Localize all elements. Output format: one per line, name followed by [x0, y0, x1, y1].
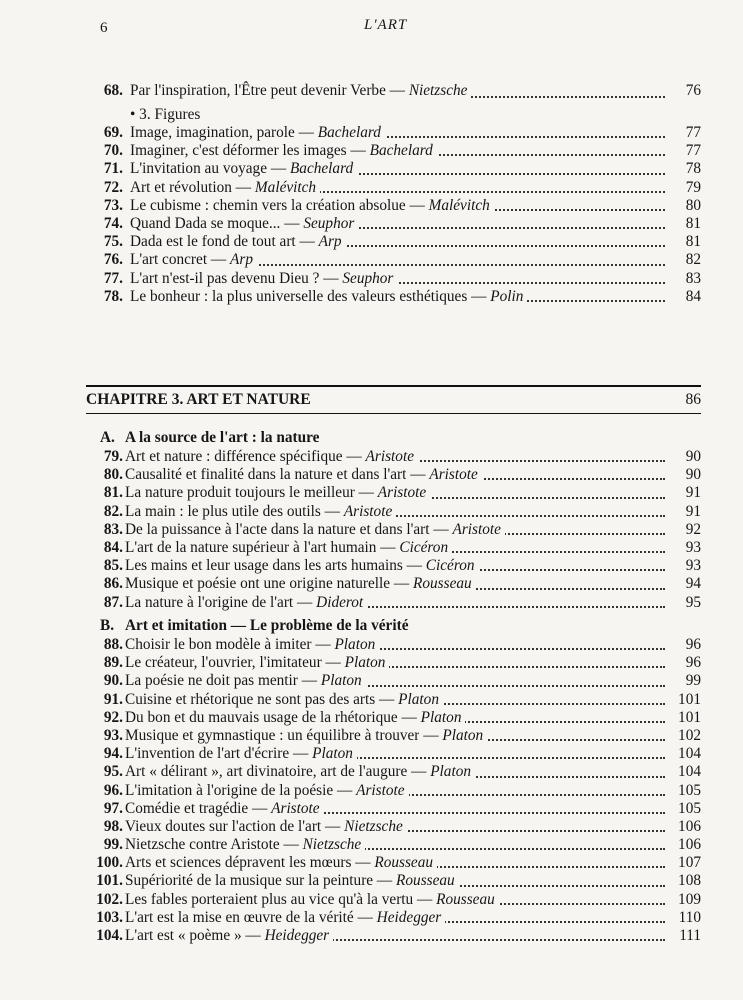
toc-entry-title: De la puissance à l'acte dans la nature et dans l'art [125, 520, 430, 538]
toc-entry-page: 111 [679, 927, 701, 944]
toc-entry-title: La main : le plus utile des outils [125, 502, 321, 520]
toc-entry-title: L'art de la nature supérieur à l'art humain [125, 538, 377, 556]
toc-entry-number: 94. [103, 745, 123, 763]
toc-entry-number: 86. [103, 575, 123, 593]
toc-entry-number: 83. [103, 520, 123, 538]
toc-entry-title: Le bonheur : la plus universelle des valeurs esthétiques [130, 287, 468, 305]
toc-entry-title: Musique et poésie ont une origine naturelle [125, 575, 391, 593]
toc-entry-author: Malévitch [255, 179, 320, 196]
toc-entry-page: 81 [685, 233, 701, 251]
toc-entry [0, 124, 743, 142]
toc-entry-number: 81. [103, 484, 123, 502]
toc-entry-page: 81 [685, 214, 701, 232]
toc-entry-text: La nature à l'origine de l'art — Diderot [125, 594, 665, 612]
toc-entry [0, 854, 743, 872]
group-heading [0, 616, 743, 636]
toc-entry-text: L'art concret — Arp [130, 251, 665, 269]
toc-entry [0, 709, 743, 727]
toc-entry-author: Nietzsche [303, 836, 366, 853]
toc-entry [0, 521, 743, 539]
toc-entry-text: Comédie et tragédie — Aristote [125, 800, 665, 818]
toc-entry-text: La poésie ne doit pas mentir — Platon [125, 672, 665, 690]
chapter-rule [86, 385, 701, 387]
toc-entry-text: Imaginer, c'est déformer les images — Bachelard [130, 142, 665, 160]
toc-entry [0, 818, 743, 836]
toc-entry [0, 927, 743, 945]
toc-entry-author: Aristote [366, 448, 418, 465]
toc-entry-author: Platon [421, 709, 466, 726]
toc-entry-author: Aristote [378, 484, 430, 501]
toc-entry-author: Aristote [356, 782, 408, 799]
toc-entry-author: Aristote [344, 503, 396, 520]
toc-entry-number: 90. [103, 672, 123, 690]
group-heading [0, 428, 743, 448]
toc-entry-text: Musique et gymnastique : un équilibre à trouver — Platon [125, 727, 665, 745]
toc-entry-page: 92 [685, 520, 701, 538]
toc-entry [0, 800, 743, 818]
toc-entry-text: Supériorité de la musique sur la peinture — Rousseau [125, 872, 665, 890]
toc-entry-author: Cicéron [426, 557, 479, 574]
toc-entry-author: Rousseau [413, 575, 476, 592]
toc-entry [0, 215, 743, 233]
toc-entry-author: Platon [312, 745, 357, 762]
toc-entry-title: La nature à l'origine de l'art [125, 593, 294, 611]
toc-entry-number: 72. [103, 178, 123, 196]
toc-entry-page: 105 [678, 799, 701, 817]
toc-entry [0, 654, 743, 672]
toc-entry-text: L'art de la nature supérieur à l'art humain — Cicéron [125, 539, 665, 557]
toc-entry-number: 82. [103, 502, 123, 520]
toc-entry-text: Art et révolution — Malévitch [130, 179, 665, 197]
toc-entry-page: 109 [678, 890, 701, 908]
subsection-heading-text: • 3. Figures [130, 106, 201, 123]
toc-entry-title: Par l'inspiration, l'Être peut devenir Verbe [130, 82, 386, 99]
toc-entry [0, 539, 743, 557]
toc-entry-author: Malévitch [429, 197, 494, 214]
toc-entry-author: Platon [334, 636, 379, 653]
toc-entry-author: Platon [442, 727, 487, 744]
toc-entry-text: Art « délirant », art divinatoire, art de l'augure — Platon [125, 763, 665, 781]
toc-entry-page: 95 [685, 593, 701, 611]
toc-entry-title: Les mains et leur usage dans les arts humains [125, 557, 403, 575]
toc-entry-page: 77 [685, 142, 701, 160]
toc-entry-author: Aristote [271, 800, 323, 817]
group-letter: B. [100, 617, 115, 634]
toc-entry-number: 93. [103, 726, 123, 744]
toc-entry-text: Arts et sciences dépravent les mœurs — Rousseau [125, 854, 665, 872]
toc-list [0, 124, 743, 306]
toc-entry [0, 891, 743, 909]
toc-entry-number: 88. [103, 636, 123, 653]
toc-entry [0, 909, 743, 927]
toc-entry-page: 76 [685, 82, 701, 99]
toc-entry-number: 69. [103, 124, 123, 141]
toc-entry-text: La nature produit toujours le meilleur — Aristote [125, 484, 665, 502]
toc-entry-number: 96. [103, 781, 123, 799]
toc-entry [0, 763, 743, 781]
toc-entry [0, 80, 743, 102]
toc-entry-author: Platon [398, 691, 443, 708]
toc-entry-title: Imaginer, c'est déformer les images [130, 142, 347, 160]
toc-entry-page: 77 [685, 124, 701, 141]
toc-entry-title: Comédie et tragédie [125, 799, 249, 817]
toc-entry-text: Dada est le fond de tout art — Arp [130, 233, 665, 251]
toc-entry-text: Du bon et du mauvais usage de la rhétorique — Platon [125, 709, 665, 727]
toc-entry [0, 179, 743, 197]
toc-entry [0, 557, 743, 575]
toc-entry-text: Les fables porteraient plus au vice qu'à la vertu — Rousseau [125, 891, 665, 909]
toc-entry-text: Musique et poésie ont une origine naturelle — Rousseau [125, 575, 665, 593]
toc-entry-page: 101 [678, 708, 701, 726]
toc-section-figures [0, 80, 743, 306]
toc-entry-page: 104 [678, 745, 701, 763]
toc-entry-text: L'art n'est-il pas devenu Dieu ? — Seuphor [130, 270, 665, 288]
toc-entry-author: Polin [490, 288, 527, 305]
group-title: Art et imitation — Le problème de la vérité [125, 617, 409, 634]
toc-entry-title: Image, imagination, parole [130, 124, 295, 141]
toc-entry [0, 448, 743, 466]
toc-entry-page: 90 [685, 448, 701, 465]
toc-entry-title: La nature produit toujours le meilleur [125, 484, 355, 502]
toc-entry-text: L'invitation au voyage — Bachelard [130, 160, 665, 178]
toc-entry-author: Cicéron [399, 539, 452, 556]
toc-entry-title: Nietzsche contre Aristote [125, 836, 280, 854]
toc-entry-author: Seuphor [303, 215, 358, 232]
chapter-title: CHAPITRE 3. ART ET NATURE [86, 391, 311, 408]
toc-entry [0, 503, 743, 521]
toc-entry-text: L'imitation à l'origine de la poésie — Aristote [125, 782, 665, 800]
toc-entry-page: 102 [678, 726, 701, 744]
toc-entry-title: Choisir le bon modèle à imiter [125, 636, 312, 653]
toc-entry-title: L'invitation au voyage [130, 160, 267, 178]
toc-entry-title: L'art est la mise en œuvre de la vérité [125, 908, 354, 926]
toc-entry-author: Rousseau [374, 854, 437, 871]
toc-entry-author: Rousseau [396, 872, 459, 889]
toc-entry-page: 99 [685, 672, 701, 690]
toc-entry-number: 79. [103, 448, 123, 465]
toc-entry-author: Bachelard [318, 124, 385, 141]
toc-entry-number: 75. [103, 233, 123, 251]
toc-entry [0, 197, 743, 215]
toc-entry-text: L'art est « poème » — Heidegger [125, 927, 665, 945]
toc-entry-author: Heidegger [265, 927, 334, 944]
toc-entry-author: Arp [230, 251, 257, 268]
toc-list [0, 448, 743, 612]
toc-entry-number: 71. [103, 160, 123, 178]
toc-entry-page: 91 [685, 484, 701, 502]
toc-entry-number: 76. [103, 251, 123, 269]
toc-entry-text: De la puissance à l'acte dans la nature et dans l'art — Aristote [125, 521, 665, 539]
toc-entry-page: 107 [678, 854, 701, 872]
toc-entry-title: Quand Dada se moque... [130, 214, 281, 232]
page-number: 6 [100, 20, 108, 36]
toc-entry-title: Causalité et finalité dans la nature et dans l'art [125, 466, 407, 484]
toc-entry [0, 288, 743, 306]
toc-entry-title: Vieux doutes sur l'action de l'art [125, 817, 322, 835]
toc-entry-title: L'imitation à l'origine de la poésie [125, 781, 334, 799]
toc-entry [0, 594, 743, 612]
subsection-heading [0, 102, 743, 124]
toc-entry-text: Le bonheur : la plus universelle des valeurs esthétiques — Polin [130, 288, 665, 306]
toc-entry-number: 84. [103, 538, 123, 556]
toc-entry-page: 91 [685, 502, 701, 520]
toc-entry-author: Platon [321, 672, 366, 689]
toc-group-b [0, 616, 743, 945]
toc-entry-number: 92. [103, 708, 123, 726]
toc-entry-number: 101. [96, 872, 123, 890]
toc-entry [0, 636, 743, 654]
toc-entry-title: Musique et gymnastique : un équilibre à trouver [125, 726, 420, 744]
chapter-rule-thin [86, 413, 701, 414]
toc-entry-text: La main : le plus utile des outils — Aristote [125, 503, 665, 521]
toc-entry-number: 85. [103, 557, 123, 575]
toc-group-a [0, 428, 743, 612]
group-title: A la source de l'art : la nature [125, 429, 320, 446]
toc-entry-title: Le créateur, l'ouvrier, l'imitateur [125, 654, 322, 672]
toc-entry-title: Les fables porteraient plus au vice qu'à la vertu [125, 890, 414, 908]
toc-entry [0, 836, 743, 854]
toc-entry-text: L'invention de l'art d'écrire — Platon [125, 745, 665, 763]
toc-entry-title: La poésie ne doit pas mentir [125, 672, 298, 690]
toc-entry-title: Le cubisme : chemin vers la création absolue [130, 196, 406, 214]
toc-entry-number: 102. [96, 890, 123, 908]
toc-entry-text: Causalité et finalité dans la nature et dans l'art — Aristote [125, 466, 665, 484]
toc-entry-text: L'art est la mise en œuvre de la vérité — Heidegger [125, 909, 665, 927]
toc-entry-page: 93 [685, 538, 701, 556]
toc-entry-title: Art et nature : différence spécifique [125, 448, 343, 465]
toc-entry-page: 83 [685, 269, 701, 287]
toc-entry-number: 98. [103, 817, 123, 835]
toc-entry-number: 103. [96, 908, 123, 926]
toc-entry-title: Art et révolution [130, 178, 232, 196]
toc-entry-author: Heidegger [377, 909, 446, 926]
toc-entry-title: Supériorité de la musique sur la peinture [125, 872, 374, 890]
toc-entry-number: 91. [103, 690, 123, 708]
toc-entry-author: Rousseau [436, 891, 499, 908]
toc-entry-page: 82 [685, 251, 701, 269]
toc-entry-page: 106 [678, 817, 701, 835]
toc-entry-text: Le créateur, l'ouvrier, l'imitateur — Platon [125, 654, 665, 672]
toc-entry-number: 73. [103, 196, 123, 214]
toc-entry-title: L'invention de l'art d'écrire [125, 745, 290, 763]
toc-entry-number: 97. [103, 799, 123, 817]
running-head: L'ART [364, 17, 408, 33]
toc-entry-author: Bachelard [370, 142, 437, 159]
toc-entry-author: Diderot [316, 594, 367, 611]
toc-entry-number: 74. [103, 214, 123, 232]
toc-entry-number: 104. [96, 927, 123, 944]
toc-entry-page: 78 [685, 160, 701, 178]
toc-entry-page: 96 [685, 636, 701, 653]
toc-entry-page: 108 [678, 872, 701, 890]
toc-entry [0, 484, 743, 502]
toc-entry-page: 101 [678, 690, 701, 708]
toc-entry-text: Les mains et leur usage dans les arts humains — Cicéron [125, 557, 665, 575]
toc-entry-page: 79 [685, 178, 701, 196]
toc-entry-author: Bachelard [290, 160, 357, 177]
toc-entry-author: Seuphor [342, 270, 397, 287]
toc-entry-title: Arts et sciences dépravent les mœurs [125, 854, 352, 872]
toc-entry-number: 87. [103, 593, 123, 611]
toc-entry-text: Art et nature : différence spécifique — Aristote [125, 448, 665, 466]
toc-entry-number: 99. [103, 836, 123, 854]
toc-entry-author: Platon [430, 763, 475, 780]
toc-entry-page: 80 [685, 196, 701, 214]
toc-entry-text: Le cubisme : chemin vers la création absolue — Malévitch [130, 197, 665, 215]
chapter-page: 86 [685, 391, 701, 408]
toc-entry-author: Nietzsche [344, 818, 407, 835]
toc-entry-text: Par l'inspiration, l'Être peut devenir Verbe — Nietzsche [130, 80, 665, 102]
toc-entry-page: 93 [685, 557, 701, 575]
toc-entry [0, 872, 743, 890]
toc-entry [0, 270, 743, 288]
toc-entry-number: 89. [103, 654, 123, 672]
toc-entry-author: Nietzsche [409, 82, 472, 99]
toc-entry-page: 110 [678, 908, 701, 926]
toc-entry-text: Choisir le bon modèle à imiter — Platon [125, 636, 665, 654]
toc-list [0, 636, 743, 945]
toc-entry-number: 100. [96, 854, 123, 872]
toc-entry-number: 80. [103, 466, 123, 484]
toc-entry-page: 104 [678, 763, 701, 781]
toc-entry-text: Vieux doutes sur l'action de l'art — Nietzsche [125, 818, 665, 836]
toc-entry-text: Image, imagination, parole — Bachelard [130, 124, 665, 142]
toc-entry-author: Arp [319, 233, 346, 250]
toc-entry [0, 782, 743, 800]
toc-entry [0, 727, 743, 745]
toc-entry-page: 106 [678, 836, 701, 854]
toc-entry-title: L'art est « poème » [125, 927, 242, 944]
toc-entry-text: Quand Dada se moque... — Seuphor [130, 215, 665, 233]
toc-entry [0, 691, 743, 709]
toc-entry-page: 94 [685, 575, 701, 593]
toc-entry [0, 160, 743, 178]
toc-entry-title: L'art concret [130, 251, 208, 269]
toc-entry-number: 95. [103, 763, 123, 781]
toc-entry [0, 575, 743, 593]
toc-entry-title: Cuisine et rhétorique ne sont pas des arts [125, 690, 376, 708]
toc-entry-page: 90 [685, 466, 701, 484]
toc-entry-number: 70. [103, 142, 123, 160]
toc-entry [0, 672, 743, 690]
toc-entry-author: Aristote [452, 521, 504, 538]
toc-entry-page: 96 [685, 654, 701, 672]
toc-entry-number: 77. [103, 269, 123, 287]
toc-entry [0, 466, 743, 484]
toc-entry-number: 78. [103, 287, 123, 305]
group-letter: A. [100, 429, 115, 446]
toc-entry-number: 68. [103, 82, 123, 99]
toc-entry [0, 251, 743, 269]
toc-entry [0, 142, 743, 160]
toc-entry [0, 233, 743, 251]
toc-entry-text: Cuisine et rhétorique ne sont pas des arts — Platon [125, 691, 665, 709]
toc-entry-page: 105 [678, 781, 701, 799]
toc-entry-title: Dada est le fond de tout art [130, 233, 296, 251]
toc-entry-title: L'art n'est-il pas devenu Dieu ? [130, 269, 320, 287]
toc-entry-author: Platon [345, 654, 390, 671]
toc-entry-text: Nietzsche contre Aristote — Nietzsche [125, 836, 665, 854]
toc-entry-page: 84 [685, 287, 701, 305]
toc-entry-title: Art « délirant », art divinatoire, art de l'augure [125, 763, 408, 781]
toc-entry [0, 745, 743, 763]
toc-entry-author: Aristote [429, 466, 481, 483]
toc-entry-title: Du bon et du mauvais usage de la rhétorique [125, 708, 398, 726]
